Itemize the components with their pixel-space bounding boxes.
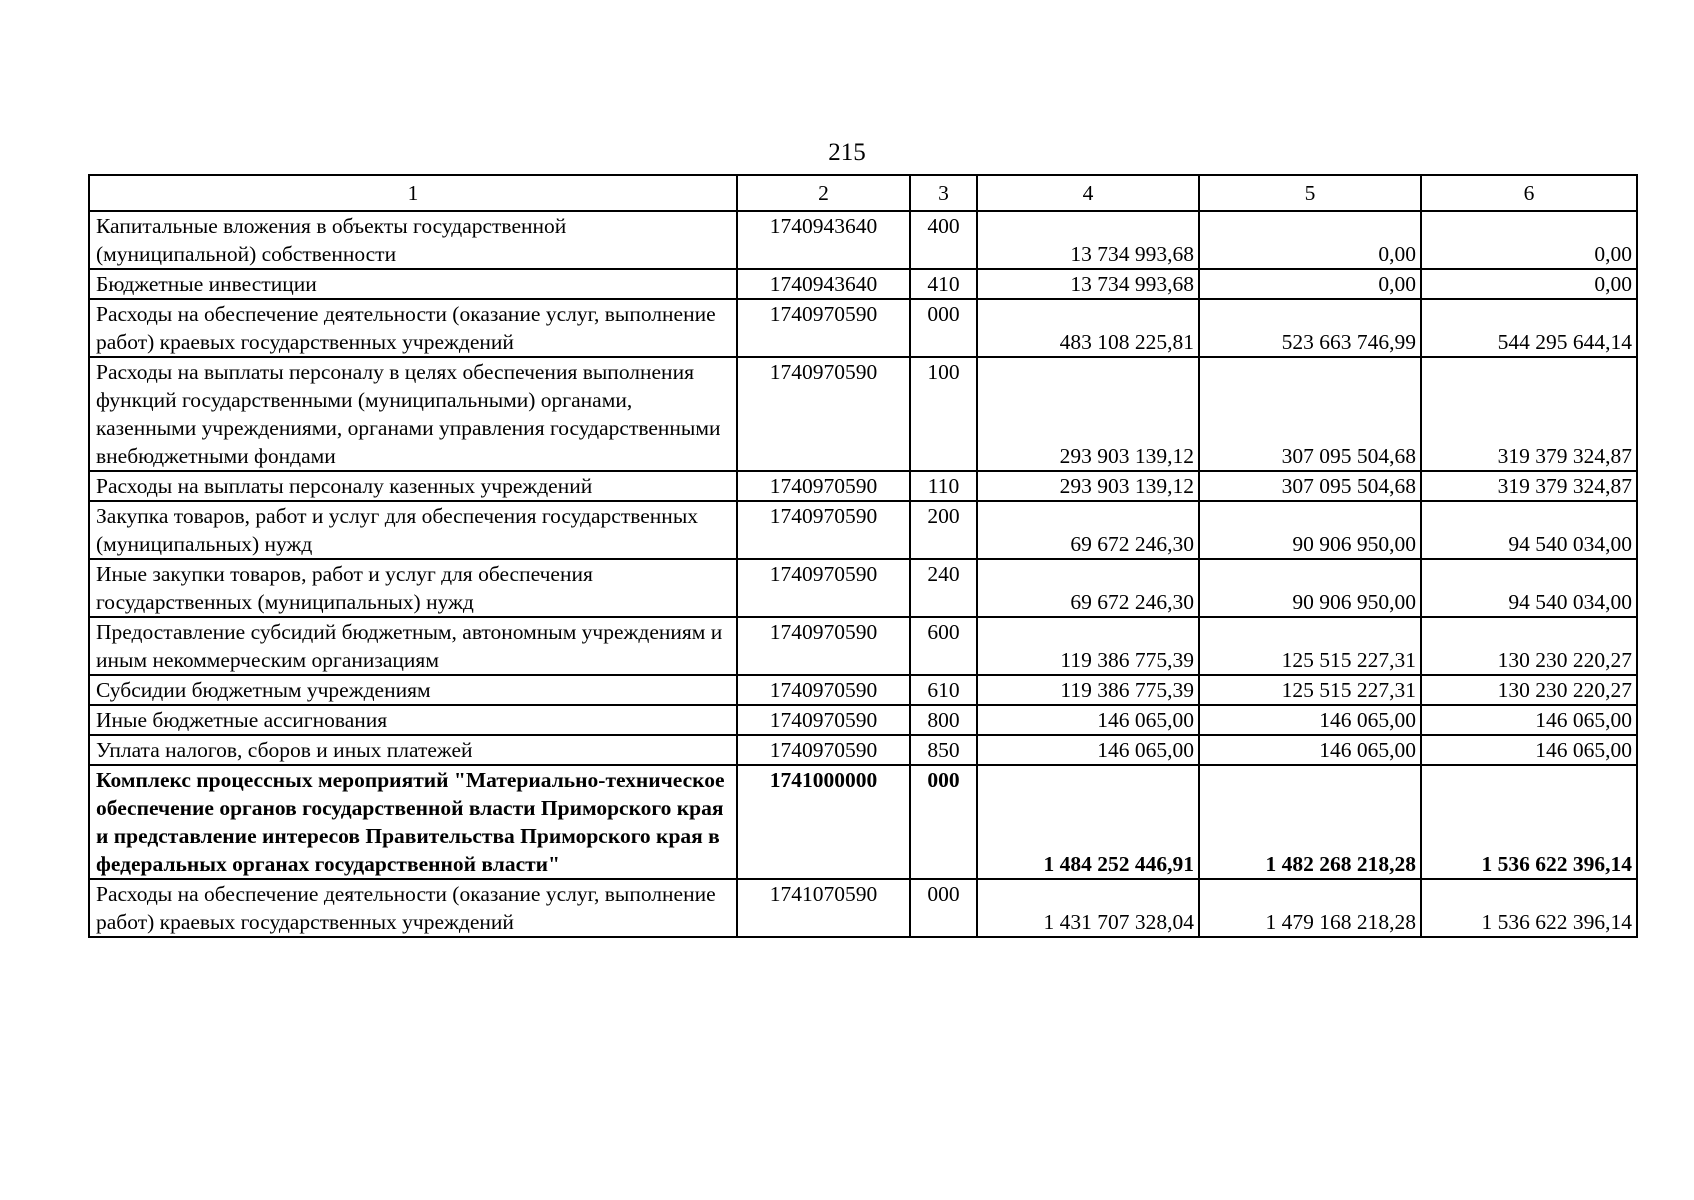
row-name-cell: Субсидии бюджетным учреждениям — [89, 675, 737, 705]
table-row — [89, 705, 1637, 735]
row-name-cell: Расходы на обеспечение деятельности (оказание услуг, выполнение работ) краевых государственных учреждений — [89, 879, 737, 937]
row-value-col5-cell: 1 482 268 218,28 — [1199, 765, 1421, 879]
row-value-col6-cell: 94 540 034,00 — [1421, 559, 1637, 617]
row-value-col4-cell: 119 386 775,39 — [977, 617, 1199, 675]
row-name-cell: Бюджетные инвестиции — [89, 269, 737, 299]
row-name-cell: Предоставление субсидий бюджетным, автономным учреждениям и иным некоммерческим организациям — [89, 617, 737, 675]
row-name-cell: Расходы на выплаты персоналу в целях обеспечения выполнения функций государственными (муниципальными) органами, казенными учреждениями, органами управления государственными внебюджетными фондами — [89, 357, 737, 471]
row-value-col5-cell: 125 515 227,31 — [1199, 675, 1421, 705]
row-value-col6-cell: 1 536 622 396,14 — [1421, 765, 1637, 879]
row-name-cell: Закупка товаров, работ и услуг для обеспечения государственных (муниципальных) нужд — [89, 501, 737, 559]
row-value-col5-cell: 0,00 — [1199, 269, 1421, 299]
table-row — [89, 735, 1637, 765]
row-name-cell: Расходы на обеспечение деятельности (оказание услуг, выполнение работ) краевых государственных учреждений — [89, 299, 737, 357]
row-name-cell: Уплата налогов, сборов и иных платежей — [89, 735, 737, 765]
table-row — [89, 299, 1637, 357]
table-row — [89, 269, 1637, 299]
row-value-col4-cell: 1 484 252 446,91 — [977, 765, 1199, 879]
row-code-cell: 1740970590 — [737, 471, 910, 501]
row-name-cell: Иные бюджетные ассигнования — [89, 705, 737, 735]
row-expense-type-cell: 100 — [910, 357, 977, 471]
column-header: 4 — [977, 175, 1199, 211]
row-value-col4-cell: 1 431 707 328,04 — [977, 879, 1199, 937]
row-expense-type-cell: 600 — [910, 617, 977, 675]
row-value-col4-cell: 293 903 139,12 — [977, 357, 1199, 471]
row-code-cell: 1740970590 — [737, 357, 910, 471]
row-value-col5-cell: 1 479 168 218,28 — [1199, 879, 1421, 937]
row-expense-type-cell: 000 — [910, 879, 977, 937]
row-value-col4-cell: 13 734 993,68 — [977, 211, 1199, 269]
row-code-cell: 1740943640 — [737, 269, 910, 299]
row-value-col6-cell: 1 536 622 396,14 — [1421, 879, 1637, 937]
table-row — [89, 501, 1637, 559]
budget-table — [88, 174, 1638, 938]
row-expense-type-cell: 000 — [910, 299, 977, 357]
row-expense-type-cell: 240 — [910, 559, 977, 617]
page-number: 215 — [828, 139, 866, 166]
row-value-col5-cell: 125 515 227,31 — [1199, 617, 1421, 675]
row-expense-type-cell: 410 — [910, 269, 977, 299]
table-row — [89, 879, 1637, 937]
row-value-col4-cell: 146 065,00 — [977, 705, 1199, 735]
column-header: 3 — [910, 175, 977, 211]
row-code-cell: 1740970590 — [737, 299, 910, 357]
row-value-col6-cell: 0,00 — [1421, 269, 1637, 299]
row-value-col4-cell: 13 734 993,68 — [977, 269, 1199, 299]
row-expense-type-cell: 850 — [910, 735, 977, 765]
table-row — [89, 559, 1637, 617]
column-header: 1 — [89, 175, 737, 211]
table-row — [89, 675, 1637, 705]
row-value-col4-cell: 293 903 139,12 — [977, 471, 1199, 501]
row-value-col5-cell: 0,00 — [1199, 211, 1421, 269]
row-value-col5-cell: 146 065,00 — [1199, 735, 1421, 765]
row-value-col4-cell: 146 065,00 — [977, 735, 1199, 765]
row-value-col6-cell: 319 379 324,87 — [1421, 471, 1637, 501]
row-expense-type-cell: 800 — [910, 705, 977, 735]
column-header: 5 — [1199, 175, 1421, 211]
row-code-cell: 1740970590 — [737, 735, 910, 765]
row-value-col4-cell: 69 672 246,30 — [977, 501, 1199, 559]
row-value-col4-cell: 69 672 246,30 — [977, 559, 1199, 617]
table-row — [89, 617, 1637, 675]
row-code-cell: 1740970590 — [737, 617, 910, 675]
row-value-col5-cell: 307 095 504,68 — [1199, 357, 1421, 471]
row-value-col5-cell: 90 906 950,00 — [1199, 501, 1421, 559]
row-expense-type-cell: 110 — [910, 471, 977, 501]
row-value-col6-cell: 146 065,00 — [1421, 735, 1637, 765]
row-value-col5-cell: 146 065,00 — [1199, 705, 1421, 735]
row-value-col4-cell: 119 386 775,39 — [977, 675, 1199, 705]
table-row — [89, 471, 1637, 501]
row-value-col6-cell: 146 065,00 — [1421, 705, 1637, 735]
row-value-col5-cell: 307 095 504,68 — [1199, 471, 1421, 501]
row-value-col6-cell: 130 230 220,27 — [1421, 675, 1637, 705]
row-value-col6-cell: 319 379 324,87 — [1421, 357, 1637, 471]
table-header-row — [89, 175, 1637, 211]
row-code-cell: 1741070590 — [737, 879, 910, 937]
column-header: 2 — [737, 175, 910, 211]
row-value-col6-cell: 130 230 220,27 — [1421, 617, 1637, 675]
row-value-col5-cell: 90 906 950,00 — [1199, 559, 1421, 617]
row-value-col6-cell: 94 540 034,00 — [1421, 501, 1637, 559]
row-expense-type-cell: 000 — [910, 765, 977, 879]
row-value-col4-cell: 483 108 225,81 — [977, 299, 1199, 357]
row-code-cell: 1740943640 — [737, 211, 910, 269]
row-value-col5-cell: 523 663 746,99 — [1199, 299, 1421, 357]
row-name-cell: Иные закупки товаров, работ и услуг для обеспечения государственных (муниципальных) нужд — [89, 559, 737, 617]
row-code-cell: 1740970590 — [737, 705, 910, 735]
row-value-col6-cell: 0,00 — [1421, 211, 1637, 269]
table-row — [89, 357, 1637, 471]
row-expense-type-cell: 200 — [910, 501, 977, 559]
row-expense-type-cell: 400 — [910, 211, 977, 269]
row-name-cell: Капитальные вложения в объекты государственной (муниципальной) собственности — [89, 211, 737, 269]
row-code-cell: 1740970590 — [737, 501, 910, 559]
row-expense-type-cell: 610 — [910, 675, 977, 705]
table-row — [89, 765, 1637, 879]
table-row — [89, 211, 1637, 269]
row-name-cell: Расходы на выплаты персоналу казенных учреждений — [89, 471, 737, 501]
row-name-cell: Комплекс процессных мероприятий "Материально-техническое обеспечение органов государственной власти Приморского края и представление интересов Правительства Приморского края в федеральных органах государственной власти" — [89, 765, 737, 879]
row-value-col6-cell: 544 295 644,14 — [1421, 299, 1637, 357]
row-code-cell: 1740970590 — [737, 675, 910, 705]
column-header: 6 — [1421, 175, 1637, 211]
row-code-cell: 1740970590 — [737, 559, 910, 617]
row-code-cell: 1741000000 — [737, 765, 910, 879]
